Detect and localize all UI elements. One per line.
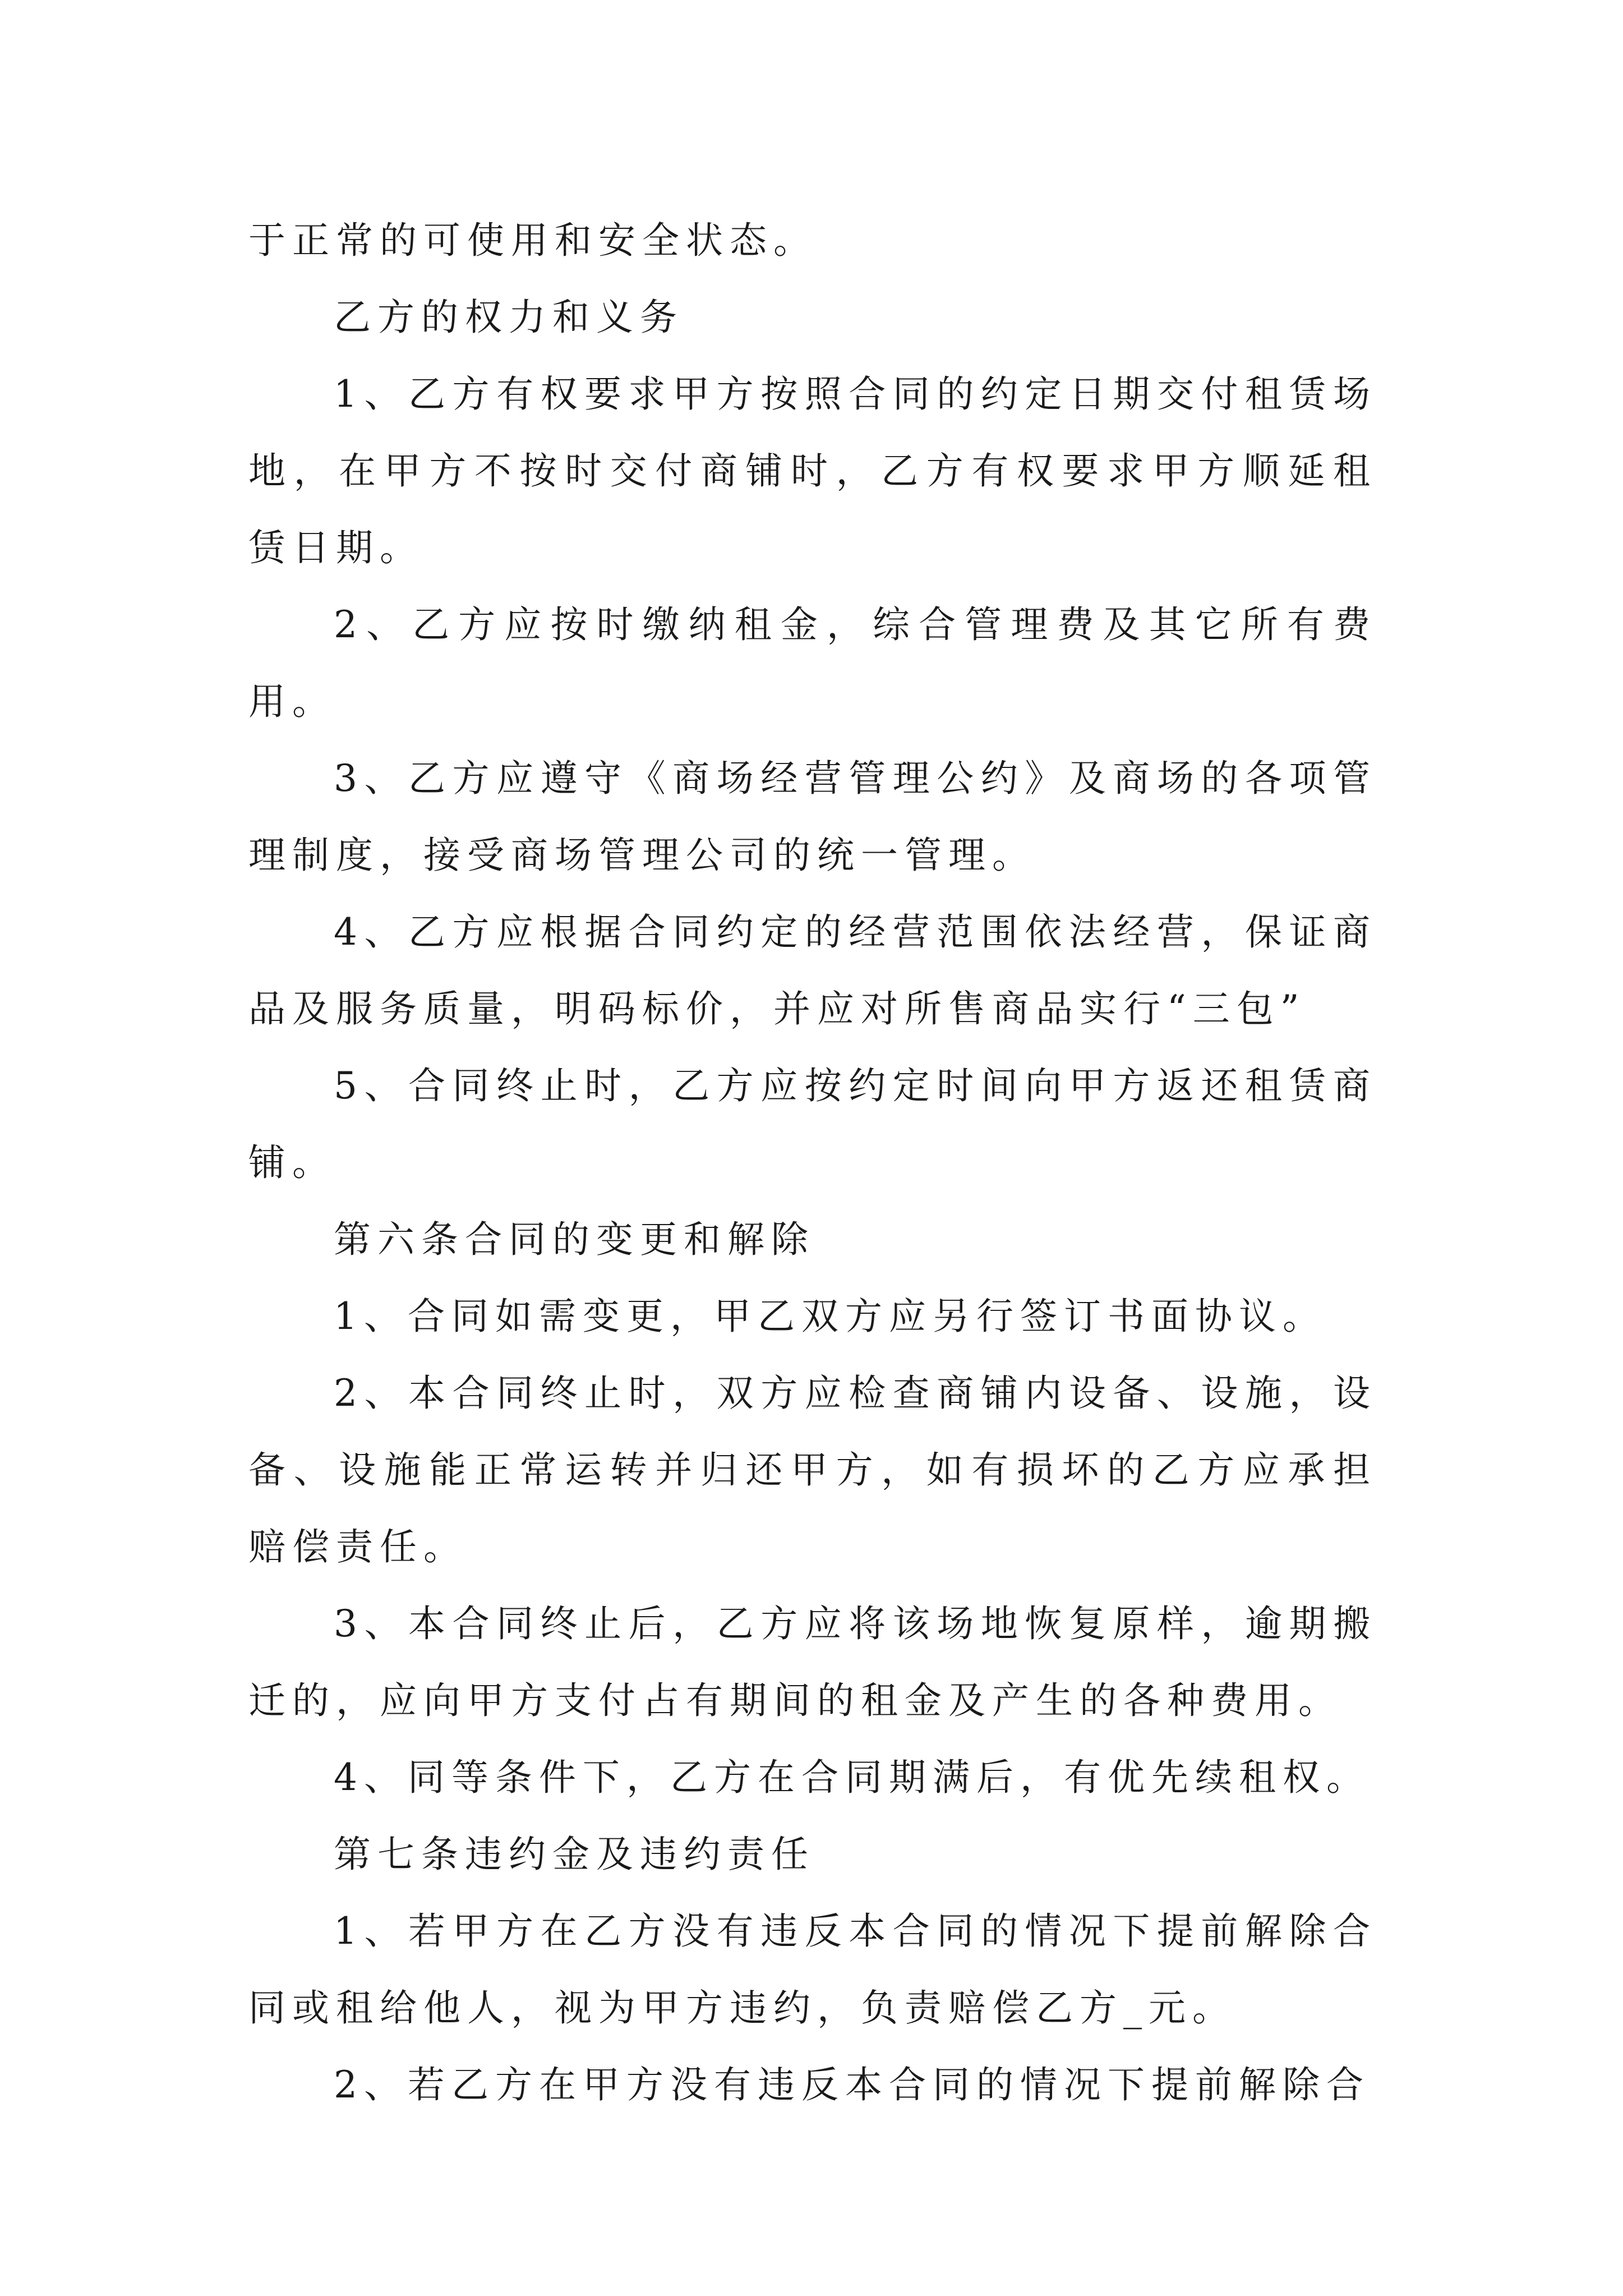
clause-article-6-2: 2、本合同终止时，双方应检查商铺内设备、设施，设备、设施能正常运转并归还甲方，如有损坏的乙方应承担赔偿责任。 <box>248 1372 1377 1568</box>
clause-article-6-1: 1、合同如需变更，甲乙双方应另行签订书面协议。 <box>334 1295 1326 1338</box>
clause-article-7-1: 1、若甲方在乙方没有违反本合同的情况下提前解除合同或租给他人，视为甲方违约，负责赔偿乙方_元。 <box>248 1910 1377 2030</box>
clause-article-7-2: 2、若乙方在甲方没有违反本合同的情况下提前解除合 <box>334 2063 1370 2106</box>
clause-lessee-3: 3、乙方应遵守《商场经营管理公约》及商场的各项管理制度，接受商场管理公司的统一管理。 <box>248 757 1377 877</box>
clause-lessee-5: 5、合同终止时，乙方应按约定时间向甲方返还租赁商铺。 <box>248 1064 1377 1184</box>
section-heading-lessee-rights: 乙方的权力和义务 <box>334 296 684 339</box>
clause-lessee-1: 1、乙方有权要求甲方按照合同的约定日期交付租赁场地，在甲方不按时交付商铺时，乙方有权要求甲方顺延租赁日期。 <box>248 372 1377 569</box>
clause-article-6-3: 3、本合同终止后，乙方应将该场地恢复原样，逾期搬迁的，应向甲方支付占有期间的租金及产生的各种费用。 <box>248 1602 1377 1722</box>
article-7-heading: 第七条违约金及违约责任 <box>334 1833 815 1876</box>
document-body <box>248 202 1377 2123</box>
article-6-heading: 第六条合同的变更和解除 <box>334 1218 815 1261</box>
paragraph-continuation: 于正常的可使用和安全状态。 <box>248 219 817 262</box>
clause-lessee-4: 4、乙方应根据合同约定的经营范围依法经营，保证商品及服务质量，明码标价，并应对所售商品实行“三包” <box>248 910 1377 1030</box>
clause-article-6-4: 4、同等条件下，乙方在合同期满后，有优先续租权。 <box>334 1756 1370 1799</box>
clause-lessee-2: 2、乙方应按时缴纳租金，综合管理费及其它所有费用。 <box>248 603 1377 723</box>
